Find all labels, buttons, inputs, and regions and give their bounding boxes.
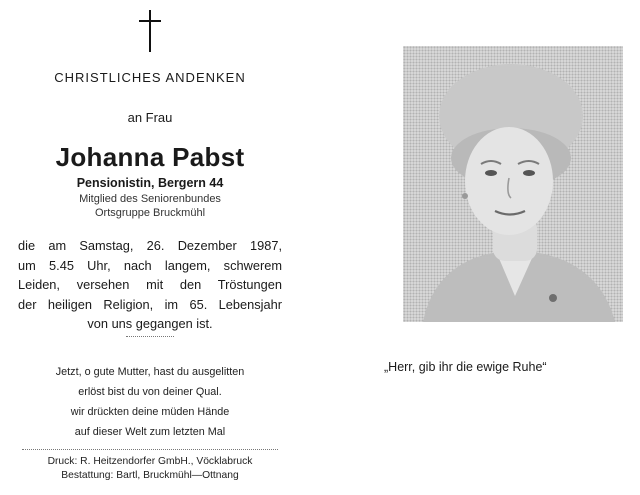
memorial-heading: CHRISTLICHES ANDENKEN	[54, 70, 246, 85]
quote-text: „Herr, gib ihr die ewige Ruhe“	[384, 360, 547, 374]
poem-line: wir drückten deine müden Hände	[70, 406, 230, 418]
card-left-panel	[0, 0, 300, 495]
footer-divider	[22, 449, 278, 450]
obituary-line: um 5.45 Uhr, nach langem, schwerem	[18, 257, 282, 273]
membership-line-1: Mitglied des Seniorenbundes	[79, 193, 221, 205]
poem-line: auf dieser Welt zum letzten Mal	[74, 426, 226, 438]
undertaker-line: Bestattung: Bartl, Bruckmühl—Ottnang	[61, 470, 239, 481]
membership-line-2: Ortsgruppe Bruckmühl	[94, 207, 206, 219]
occupation-line: Pensionistin, Bergern 44	[76, 176, 224, 190]
printer-footer	[0, 455, 300, 483]
obituary-line: der heiligen Religion, im 65. Lebensjahr	[18, 296, 282, 312]
portrait-illustration	[403, 46, 623, 322]
dotted-divider	[126, 336, 174, 337]
poem-line: erlöst bist du von deiner Qual.	[78, 386, 222, 398]
portrait-photo	[403, 46, 623, 322]
obituary-text	[18, 236, 282, 334]
deceased-name: Johanna Pabst	[55, 142, 245, 172]
salutation: an Frau	[127, 110, 173, 125]
obituary-line: Leiden, versehen mit den Tröstungen	[18, 277, 282, 292]
obituary-line: die am Samstag, 26. Dezember 1987,	[18, 238, 282, 253]
printer-line: Druck: R. Heitzendorfer GmbH., Vöcklabruck	[47, 456, 253, 467]
poem-verse	[0, 362, 300, 442]
poem-line: Jetzt, o gute Mutter, hast du ausgelitten	[55, 366, 245, 378]
latin-cross-icon	[138, 10, 162, 52]
obituary-line: von uns gegangen ist.	[87, 316, 213, 331]
